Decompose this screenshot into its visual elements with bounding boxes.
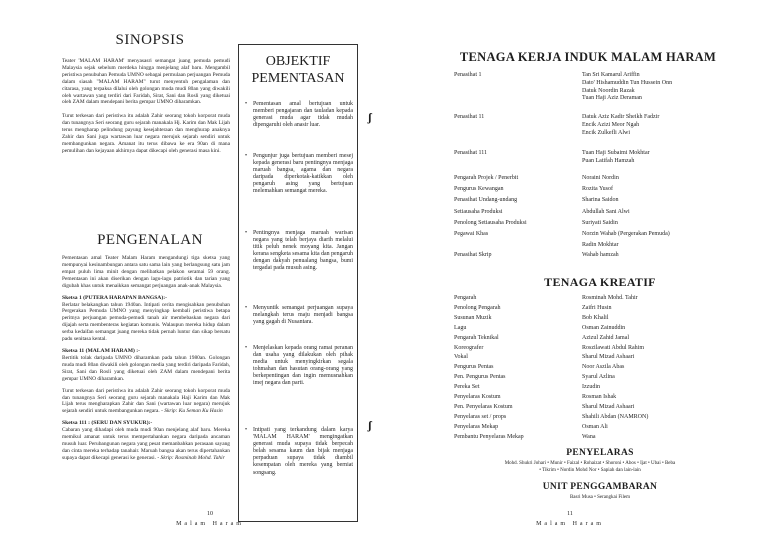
sketch-1-body: Berlatar belakangkan tahun 1940an. Intipati cerita mengisahkan penubuhan Pergerakan Pemuda UMNO yang menyingkap kembali peristiwa betapa peritnya perjuangan pemuda-pemudi tanah air membebaskan negara dari dijajah serta membenteras kegiatan komunis. Walaupun mereka hidup dalam serba kedaifan semangat juang mereka tidak pernah luntur dan sikap bersatu padu senitasa kental. <box>62 301 230 343</box>
sketch-2-title: Sketsa 11 (MALAM HARAM) :- <box>62 347 140 354</box>
role-value: Radin Mokhtar <box>582 242 619 249</box>
role-value: Syarul Azlina <box>582 374 615 381</box>
role-label: Penyelaras set / props <box>454 413 507 420</box>
kreatif-role-values <box>582 294 648 443</box>
bullet-icon: • <box>245 345 248 351</box>
binding-mark-icon: ʃ <box>368 418 372 432</box>
penasihat-1-label: Penasihat 1 <box>454 72 482 78</box>
right-page-number: 11 <box>567 511 573 517</box>
objektif-box <box>238 44 358 522</box>
name: Puan Latifah Hamzah <box>582 157 635 164</box>
name: Dato' Hishamuddin Tun Hussein Onn <box>582 79 673 86</box>
sinopsis-paragraph-1: Teater 'MALAM HARAM' menyasasri semangat juang pemuda pemudi Malaysia sejak sebelum merdeka hingga menjelang alaf baru. Mengambil peristiwa penubuhan Pemuda UMNO sebagai permulaan perjuangan Pemuda dalam siasah "MALAM HARAM" turut menyentuh pengalaman dan citarasa, yang terpaksa dilalui oleh golongan muda mudi 80an yang diwakili oleh wartawan yang terdiri dari Faridah, Sirat, Sani dan Rosli yang diketuai oleh ZAM dalam mendepani berita gempar UMNO diharamkan. <box>62 58 230 106</box>
objektif-item-text: Menyuntik semangat perjuangan supaya melangkah terus maju menjadi bangsa yang gagah di Nusantara. <box>253 305 353 326</box>
tenaga-kerja-heading: TENAGA KERJA INDUK MALAM HARAM <box>459 50 717 64</box>
role-value: Sharul Mizad Ashaari <box>582 403 635 410</box>
objektif-heading-line-1: OBJEKTIF <box>265 54 331 69</box>
role-value: Sharina Saidon <box>582 197 619 204</box>
role-label: Penyelaras Kostum <box>454 394 501 401</box>
role-value: Osman Ali <box>582 423 608 430</box>
unit-penggambaran-names: Basri Musa • Serangkai Filem <box>569 495 631 500</box>
sketch-3-body <box>62 427 230 462</box>
penasihat-1-names <box>582 72 672 103</box>
sketch-3-credit: - Skrip: Rosminah Mohd. Tahir <box>157 454 225 461</box>
role-value: Noraini Nordin <box>582 175 619 181</box>
role-label: Penolong Setiausaha Produksi <box>454 219 527 226</box>
role-label: Pen. Penyelaras Kostum <box>454 403 513 410</box>
sketch-3-title: Sketsa 111 : (SERU DAN SYUKUR):- <box>62 420 153 427</box>
role-value: Rozita Yusof <box>582 186 613 193</box>
name: Tan Sri Kamarul Ariffin <box>582 72 640 78</box>
sketch-3-body-text: Cabaran yang dihadapi oleh muda mudi 90an menjelang alaf baru. Mereka memikul amanat untuk terus mempertahankan negara daripada ancaman musuh luar. Perubangunan negara yang pesat memanbahkan perasaan sayang dan cinta mereka terhadap tanahair. Maruah bangsa akan terus dipertahankan supaya dapat dikecapi generasi ke generasi. <box>62 427 230 461</box>
objektif-item <box>245 230 353 273</box>
role-label: Pen. Pengurus Pentas <box>454 374 506 381</box>
pengenalan-body <box>62 255 230 462</box>
role-value: Rosminah Mohd. Tahir <box>582 295 638 301</box>
bullet-icon: • <box>245 153 248 159</box>
kerja-role-labels <box>454 173 527 240</box>
penasihat-skrip-label: Penasihat Skrip <box>454 252 492 258</box>
role-label: Penasihat Undang-undang <box>454 197 518 204</box>
objektif-item <box>245 305 353 326</box>
role-label: Pengurus Kewangan <box>454 186 504 193</box>
penyelaras-heading: PENYELARAS <box>566 448 634 458</box>
role-label: Pengurus Pentas <box>454 364 494 371</box>
objektif-heading <box>239 53 357 87</box>
sketch-2-body: Bertitik tolak daripada UMNO diharamkan pada tahun 1980an. Golongan muda mudi 80an diwakili oleh golongan media yang terdiri daripada Faridah, Sirat, Sani dan Rosli yang diketuai oleh ZAM dalam mendepani berita gempar UMNO diharamkan. <box>62 354 230 382</box>
role-label: Susunan Muzik <box>454 314 492 321</box>
penasihat-111-names <box>582 150 650 166</box>
role-value: Norzin Wahab (Pergerakan Pemuda) <box>582 231 670 238</box>
name: Datuk Noordin Razak <box>582 87 635 94</box>
role-value: Azizul Zahid Jamal <box>582 334 629 341</box>
role-value: Wana <box>582 433 596 440</box>
binding-mark-icon: ʃ <box>368 110 372 124</box>
role-value: Rosman Ishak <box>582 394 617 401</box>
objektif-item-text: Pengunjur juga bertujuan memberi mesej kepada generasi baru pentingnya menjaga maruah bangsa, agama dan negara daripada diperkotak-katikkan oleh pengaruh asing yang bertujuan melemahkan semangat mereka. <box>253 153 353 195</box>
role-value: Sharul Mizad Ashaari <box>582 354 635 361</box>
name: Tuan Haji Aziz Deraman <box>582 95 642 102</box>
bullet-icon: • <box>245 305 248 311</box>
role-label: Penyelaras Mekap <box>454 423 499 430</box>
penyelaras-line-1: Mohd. Shukri Johari • Munir • Faizal • Rohaizat • Shoroni • Abos • Ijat • Ubai • Beba <box>504 461 676 466</box>
objektif-item <box>245 101 353 129</box>
objektif-item-text: Pentingnya menjaga maruah warisan negara yang telah berjaya diarih melalui titik peluh nenek moyang kita. Jangan kerana sengketa sesama kita dan pengaruh dengan dakyah penualang bangsa, bumi tergadai pada musuh asing. <box>253 230 353 272</box>
role-value: Noor Aszila Abas <box>582 364 625 371</box>
objektif-item-text: Menjelaskan kepada orang ramai peranan dan usaha yang dilakukan oleh pihak media untuk menyingkirkan segala tohmahan dan hasutan orang-orang yang berkepentingan dan ingin memusnahkan imej negara dan parti. <box>253 345 353 387</box>
penyelaras-names <box>440 461 740 475</box>
sketch-2-credit: - Skrip: Ku Seman Ku Hasin <box>161 408 223 415</box>
name: Encik Azizi Meor Ngah <box>582 121 640 128</box>
bullet-icon: • <box>245 230 248 236</box>
sketch-2-body-2-text: Turut terkesan dari peristiwa itu adalah Zahir seorang tokoh korporat muda dan tunangnya Seri seorang guru sejarah manakala Haji Karim dan Mak Lijah terus mengharapkan Zahir dan Sani (wartawan luar negara) merujuk sejarah sendiri untuk membangunkan negara. <box>62 387 230 415</box>
role-label: Pengarah Teknikal <box>454 334 499 341</box>
role-label: Koreografer <box>454 344 484 351</box>
sinopsis-heading: SINOPSIS <box>115 32 185 48</box>
role-value: Izzudin <box>582 384 600 391</box>
penasihat-111-label: Penasihat 111 <box>454 150 488 156</box>
role-value: Roszilawati Abdul Rahim <box>582 344 644 351</box>
name: Datuk Aziz Kadir Sheikh Fadzir <box>582 114 660 120</box>
objektif-item-text: Pementasan amal bertujuan untuk memberi pengajaran dan tauladan kepada generasi muda agar tidak mudah dipengaruhi oleh anasir luar. <box>253 101 353 129</box>
kreatif-role-labels <box>454 294 524 443</box>
unit-penggambaran-heading: UNIT PENGGAMBARAN <box>542 482 658 492</box>
bullet-icon: • <box>245 427 248 433</box>
sketch-2-body-2 <box>62 388 230 416</box>
role-value: Osman Zainuddin <box>582 324 626 331</box>
left-page-name: Malam Haram <box>176 521 244 527</box>
name: Encik Zulkefli Alwi <box>582 129 630 136</box>
pengenalan-heading: PENGENALAN <box>97 232 203 248</box>
objektif-item <box>245 345 353 388</box>
role-label: Setiausaha Produksi <box>454 208 503 215</box>
role-value: Shahili Abdan (NAMRON) <box>582 413 649 420</box>
objektif-heading-line-2: PEMENTASAN <box>251 71 345 86</box>
role-label: Vokal <box>454 354 468 361</box>
tenaga-kreatif-heading: TENAGA KREATIF <box>544 275 656 289</box>
kerja-role-values <box>582 173 670 251</box>
role-value: Zaifri Husin <box>582 304 612 311</box>
bullet-icon: • <box>245 101 248 107</box>
role-label: Pengarah Projek / Penerbit <box>454 175 519 181</box>
objektif-item <box>245 153 353 196</box>
sinopsis-paragraph-2: Turut terkesan dari peristiwa itu adalah Zahir seorang tokoh korporat muda dan tunangnya Seri seorang guru sejarah manakala Hj. Karim dan Mak Lijah terus mengharap pelindung payung kesejahteraan dan menghurap anaknya Zahir dan Sani juga wartawan luar negara merujuk sejarah sendiri untuk membangunkan negara. Amanat itu terus dibawa ke era 90an di mana pemulihan dan kejayaan akhirnya dapat dikecapi oleh generasi masa kini. <box>62 113 230 154</box>
penasihat-skrip-value: Wahab hamzah <box>582 252 619 258</box>
role-label: Penolong Pengarah <box>454 304 501 311</box>
objektif-item <box>245 427 353 477</box>
name: Tuan Haji Subaimi Mokhtar <box>582 150 650 156</box>
role-label: Pegawai Khas <box>454 231 489 238</box>
right-page-name: Malam Haram <box>536 521 604 527</box>
role-label: Lagu <box>454 324 467 331</box>
role-value: Abdullah Sani Alwi <box>582 208 630 215</box>
penasihat-11-label: Penasihat 11 <box>454 114 485 120</box>
role-label: Pembantu Penyelaras Mekap <box>454 433 524 440</box>
sketch-1-title: Sketsa 1 (PUTERA HARAPAN BANGSA):- <box>62 294 167 301</box>
sinopsis-body <box>62 58 230 155</box>
role-value: Suriyati Saidin <box>582 219 618 226</box>
pengenalan-intro: Pementasan amal Teater Malam Haram mengandungi tiga sketsa yang mempunyai kesinambungan antara satu sama lain yang berlangsung satu jam empat puluh lima minit dengan melibatkan pelakon seramai 59 orang. Pementasan ini akan diserikan dengan lagu-lagu patriotik dan tarian yang digubah khas untuk menaikkan semangat perjuangan anak-anak Malaysia. <box>62 255 230 289</box>
role-label: Pereka Set <box>454 384 480 391</box>
objektif-item-text: Intipati yang terkandung dalam karya 'MALAM HARAM' mengingatkan generasi muda supaya tidak berpecah belah sesama kaum dan bijak menjaga perpaduan supaya tidak diambil kesempatan oleh mereka yang berniat songsang. <box>253 427 353 476</box>
left-page-number: 10 <box>207 511 213 517</box>
role-label: Pengarah <box>454 295 477 301</box>
penasihat-11-names <box>582 114 659 137</box>
role-value: Bob Khalil <box>582 314 609 321</box>
penyelaras-line-2: • Tikrim • Nordin Mohd Nor • Sapiah dan lain-lain <box>539 467 641 473</box>
